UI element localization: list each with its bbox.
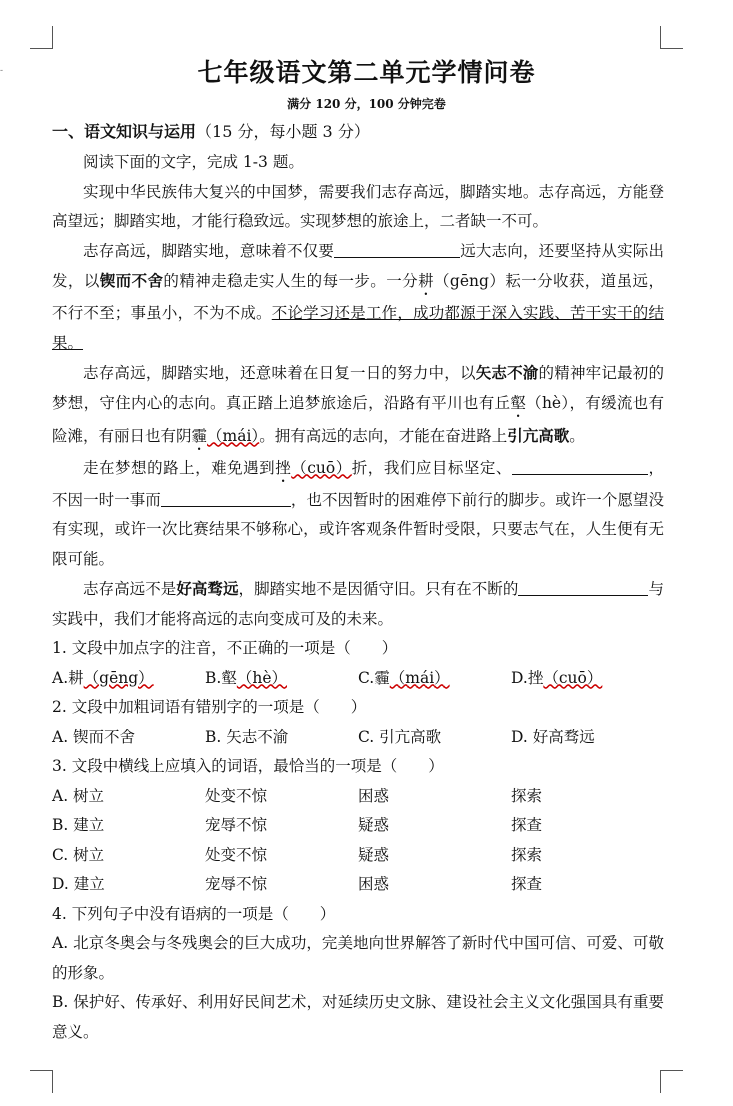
bold-word: 锲而不舍 xyxy=(99,271,164,290)
paragraph-4 xyxy=(52,454,664,575)
text: 志存高远，脚踏实地，意味着不仅要 xyxy=(83,241,335,260)
dotted-char: 壑 xyxy=(510,393,527,412)
dotted-char: 耕 xyxy=(418,272,434,290)
section-heading xyxy=(52,120,370,144)
text: 远大志向，还要坚持从实际出发，以 xyxy=(52,241,664,290)
cell: C. 树立 xyxy=(52,845,105,864)
pinyin: （gēng） xyxy=(433,272,506,290)
paragraph-5 xyxy=(52,574,664,634)
bold-word: 好高骛远 xyxy=(176,579,239,598)
text: ，也不因暂时的困难停下前行的脚步。或许一个愿望没有实现，或许一次比赛结果不够称心，或许客观条件暂时受限，只要志气在，人生便有无限可能。 xyxy=(52,490,664,568)
text: 志存高远不是 xyxy=(83,580,177,598)
crop-mark-bottom-left xyxy=(30,1070,53,1093)
underlined-sentence: 不论学习还是工作，成功都源于深入实践、苦干实干的结果。 xyxy=(52,304,664,352)
bold-word: 引亢高歌 xyxy=(507,425,570,445)
question-2-options xyxy=(52,723,664,753)
q1-option-a[interactable]: A.耕（gēng） xyxy=(52,668,154,687)
q2-option-c[interactable]: C. 引亢高歌 xyxy=(358,727,442,746)
intro-text: 阅读下面的文字，完成 1-3 题。 xyxy=(83,153,304,171)
cell: 探索 xyxy=(511,786,543,805)
cell: 探索 xyxy=(511,845,543,864)
cell: A. 树立 xyxy=(52,786,105,805)
text: 走在梦想的路上，难免遇到 xyxy=(83,458,276,477)
crop-mark-bottom-right xyxy=(660,1070,683,1093)
crop-mark-top-right xyxy=(660,26,683,49)
crop-mark-top-left xyxy=(30,26,53,49)
paragraph-3 xyxy=(52,358,664,454)
text: 耘一分收获，道虽远，不行不至；事虽小，不为不成。 xyxy=(52,272,664,322)
section-head: 一、语文知识与运用 xyxy=(52,122,197,141)
q1-option-b[interactable]: B.壑（hè） xyxy=(205,668,287,687)
cell: B. 建立 xyxy=(52,816,105,834)
question-2-stem: 2. 文段中加粗词语有错别字的一项是（ ） xyxy=(52,698,367,716)
text: 的精神牢记最初的梦想，守住内心的志向。真正踏上追梦旅途后，沿路有平川也有丘 xyxy=(52,364,664,412)
cell: D. 建立 xyxy=(52,875,105,893)
cell: 困惑 xyxy=(358,875,390,893)
text: ，脚踏实地不是因循守旧。只有在不断的 xyxy=(238,580,519,598)
fill-blank-1[interactable] xyxy=(334,240,460,258)
cell: 处变不惊 xyxy=(205,786,268,805)
pinyin: （cuō） xyxy=(291,458,352,477)
q3-option-row-a[interactable] xyxy=(52,782,664,812)
cell: 疑惑 xyxy=(358,816,390,834)
text: 。 xyxy=(569,426,585,445)
paragraph-2 xyxy=(52,237,664,359)
fill-blank-2[interactable] xyxy=(512,457,648,475)
cell: 困惑 xyxy=(358,786,390,805)
text: ，有缓流也有险滩，有丽日也有阴 xyxy=(52,393,664,445)
q3-option-row-c[interactable] xyxy=(52,841,664,871)
bold-word: 矢志不渝 xyxy=(475,363,539,382)
page-title: 七年级语文第二单元学情问卷 xyxy=(197,58,536,87)
question-1-stem: 1. 文段中加点字的注音，不正确的一项是（ ） xyxy=(52,639,398,657)
cell: 探查 xyxy=(511,816,543,834)
document-body xyxy=(52,148,664,1047)
text: 志存高远，脚踏实地，还意味着在日复一日的努力中，以 xyxy=(83,364,476,382)
q2-option-d[interactable]: D. 好高骛远 xyxy=(511,727,595,746)
pinyin: （hè） xyxy=(526,393,570,412)
margin-mark: - xyxy=(0,66,4,76)
q3-option-row-d[interactable] xyxy=(52,870,664,900)
fill-blank-3[interactable] xyxy=(161,489,291,507)
dotted-char: 霾 xyxy=(191,426,208,445)
q2-option-b[interactable]: B. 矢志不渝 xyxy=(205,727,289,746)
q2-option-a[interactable]: A. 锲而不舍 xyxy=(52,727,136,746)
paragraph-1: 实现中华民族伟大复兴的中国梦，需要我们志存高远，脚踏实地。志存高远，方能登高望远；脚踏实地，才能行稳致远。实现梦想的旅途上，二者缺一不可。 xyxy=(52,182,664,230)
text: 与实践中，我们才能将高远的志向变成可及的未来。 xyxy=(52,580,664,628)
cell: 疑惑 xyxy=(358,845,390,864)
text: ，不因一时一事而 xyxy=(52,458,664,509)
cell: 宠辱不惊 xyxy=(205,875,268,893)
fill-blank-4[interactable] xyxy=(518,578,648,596)
q3-option-row-b[interactable] xyxy=(52,811,664,841)
cell: 宠辱不惊 xyxy=(205,816,268,834)
question-4-stem: 4. 下列句子中没有语病的一项是（ ） xyxy=(52,904,336,923)
q1-option-c[interactable]: C.霾（mái） xyxy=(358,668,450,687)
q4-option-a[interactable]: A. 北京冬奥会与冬残奥会的巨大成功，完美地向世界解答了新时代中国可信、可爱、可敬的形象。 xyxy=(52,934,664,982)
question-1-options xyxy=(52,664,664,694)
section-note: （15 分，每小题 3 分） xyxy=(196,122,370,141)
page-subtitle: 满分 120 分，100 分钟完卷 xyxy=(287,97,446,111)
q1-option-d[interactable]: D.挫（cuō） xyxy=(511,668,603,687)
text: 。拥有高远的志向，才能在奋进路上 xyxy=(259,426,508,445)
cell: 处变不惊 xyxy=(205,845,268,864)
dotted-char: 挫 xyxy=(275,458,292,477)
q4-option-b[interactable]: B. 保护好、传承好、利用好民间艺术，对延续历史文脉、建设社会主义文化强国具有重要意义。 xyxy=(52,993,664,1041)
cell: 探查 xyxy=(511,875,543,893)
text: 的精神走稳走实人生的每一步。一分 xyxy=(163,272,419,290)
question-3-stem: 3. 文段中横线上应填入的词语，最恰当的一项是（ ） xyxy=(52,757,444,775)
pinyin: （mái） xyxy=(207,426,260,445)
text: 折，我们应目标坚定、 xyxy=(351,458,512,477)
